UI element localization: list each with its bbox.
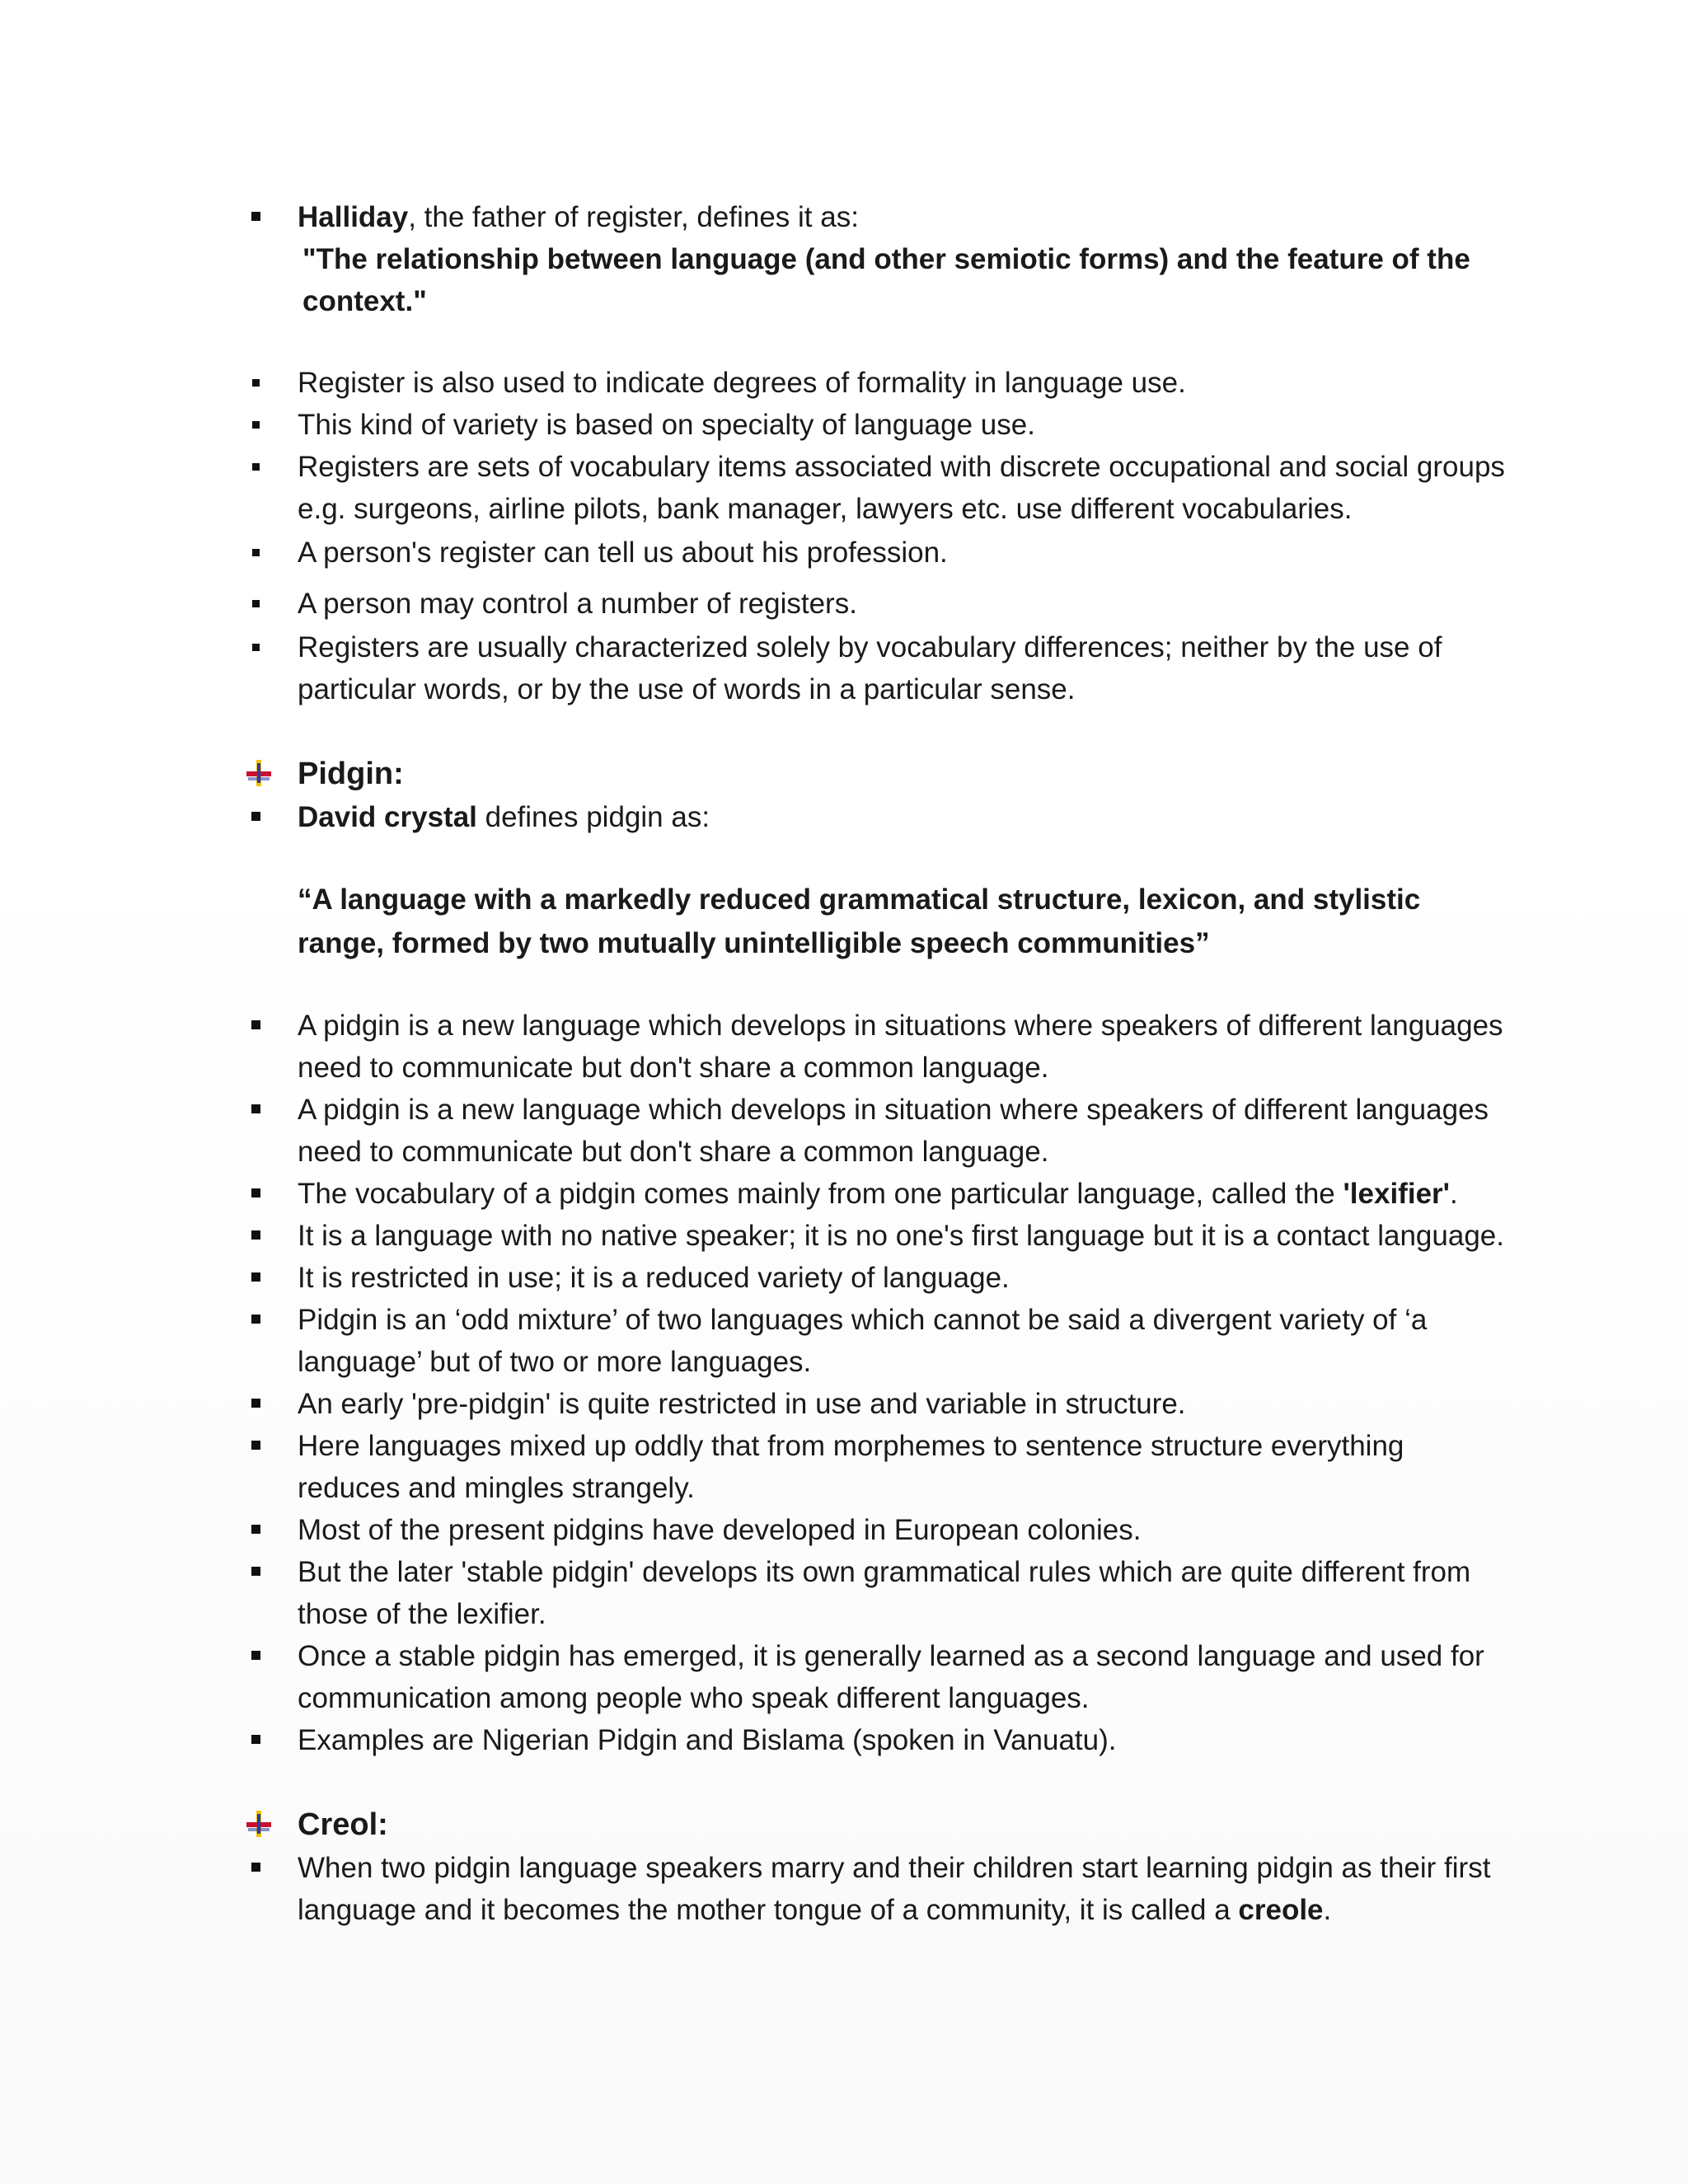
spacer [243,710,1512,752]
list-item [243,583,1512,625]
pidgin-heading [243,752,1512,796]
pidgin-point: Examples are Nigerian Pidgin and Bislama (spoken in Vanuatu). [298,1724,1117,1756]
square-bullet-icon [251,1863,260,1872]
pidgin-point: Most of the present pidgins have developed in European colonies. [298,1514,1142,1546]
square-bullet-icon [252,600,260,607]
halliday-list [243,196,1512,322]
pidgin-point: Here languages mixed up oddly that from morphemes to sentence structure everything reduces and mingles strangely. [298,1430,1404,1504]
list-item [243,1719,1512,1761]
pidgin-point: An early 'pre-pidgin' is quite restricted in use and variable in structure. [298,1388,1186,1420]
crystal-quote: “A language with a markedly reduced grammatical structure, lexicon, and stylistic range, formed by two mutually unintelligible speech communities” [298,883,1421,959]
square-bullet-icon [251,1230,260,1240]
cross-plus-icon [246,1811,271,1837]
square-bullet-icon [251,1020,260,1029]
lexifier-post: . [1449,1178,1458,1210]
pidgin-point: It is a language with no native speaker; it is no one's first language but it is a contact language. [298,1220,1504,1252]
square-bullet-icon [251,1567,260,1576]
pidgin-point: A pidgin is a new language which develops in situations where speakers of different languages need to communicate but don't share a common language. [298,1010,1503,1084]
creol-heading-text: Creol: [298,1807,388,1842]
list-item [243,1173,1512,1215]
crystal-list [243,796,1512,838]
creol-heading [243,1802,1512,1847]
register-point: Registers are usually characterized solely by vocabulary differences; neither by the use of particular words, or by the use of words in a particular sense. [298,631,1442,705]
pidgin-point: It is restricted in use; it is a reduced variety of language. [298,1262,1010,1294]
pidgin-list [243,1005,1512,1761]
square-bullet-icon [251,1272,260,1282]
spacer [243,322,1512,362]
pidgin-point: A pidgin is a new language which develops in situation where speakers of different languages need to communicate but don't share a common language. [298,1094,1489,1168]
list-item [243,1005,1512,1089]
list-item [243,446,1512,530]
cross-plus-icon [246,760,271,786]
square-bullet-icon [252,463,260,471]
halliday-quote: "The relationship between language (and other semiotic forms) and the feature of the context." [302,243,1470,317]
crystal-item [243,796,1512,838]
square-bullet-icon [251,1651,260,1660]
square-bullet-icon [252,421,260,429]
square-bullet-icon [251,1525,260,1534]
spacer [243,965,1512,1005]
register-point: This kind of variety is based on specialty of language use. [298,409,1035,441]
list-item [243,626,1512,710]
list-item [243,1299,1512,1383]
crystal-rest: defines pidgin as: [476,801,710,833]
square-bullet-icon [251,1315,260,1324]
list-item [243,1089,1512,1173]
register-point: Registers are sets of vocabulary items associated with discrete occupational and social groups e.g. surgeons, airline pilots, bank manager, lawyers etc. use different vocabularies. [298,451,1505,525]
creol-pre: When two pidgin language speakers marry and their children start learning pidgin as their first language and it becomes the mother tongue of a community, it is called a [298,1852,1491,1926]
pidgin-point: But the later 'stable pidgin' develops its own grammatical rules which are quite different from those of the lexifier. [298,1556,1471,1630]
halliday-rest: , the father of register, defines it as: [408,201,859,233]
lexifier-pre: The vocabulary of a pidgin comes mainly from one particular language, called the [298,1178,1343,1210]
register-list [243,362,1512,710]
halliday-item [243,196,1512,322]
list-item [243,1425,1512,1509]
crystal-name: David crystal [298,801,477,833]
square-bullet-icon [252,379,260,387]
pidgin-heading-text: Pidgin: [298,757,404,791]
square-bullet-icon [251,812,260,821]
square-bullet-icon [251,212,260,221]
register-point: Register is also used to indicate degrees of formality in language use. [298,367,1186,399]
spacer [243,1761,1512,1802]
halliday-name: Halliday [298,201,409,233]
list-item [243,404,1512,446]
list-item [243,1847,1512,1931]
register-point: A person's register can tell us about his profession. [298,537,948,569]
list-item [243,362,1512,404]
creol-term: creole [1238,1894,1324,1926]
creol-post: . [1323,1894,1332,1926]
list-item [243,1257,1512,1299]
document-content [243,196,1512,1931]
square-bullet-icon [251,1188,260,1197]
list-item [243,532,1512,574]
lexifier-term: 'lexifier' [1343,1178,1450,1210]
square-bullet-icon [251,1735,260,1744]
list-item [243,1635,1512,1719]
list-item [243,1551,1512,1635]
register-point: A person may control a number of registers. [298,588,857,620]
square-bullet-icon [251,1104,260,1113]
list-item [243,1509,1512,1551]
square-bullet-icon [252,549,260,556]
square-bullet-icon [252,644,260,651]
pidgin-point: Pidgin is an ‘odd mixture’ of two languages which cannot be said a divergent variety of ‘a language’ but of two or more languages. [298,1304,1428,1378]
list-item [243,1383,1512,1425]
pidgin-point: Once a stable pidgin has emerged, it is generally learned as a second language and used for communication among people who speak different languages. [298,1640,1484,1714]
square-bullet-icon [251,1399,260,1408]
square-bullet-icon [251,1441,260,1450]
creol-list [243,1847,1512,1931]
spacer [243,838,1512,878]
list-item [243,1215,1512,1257]
